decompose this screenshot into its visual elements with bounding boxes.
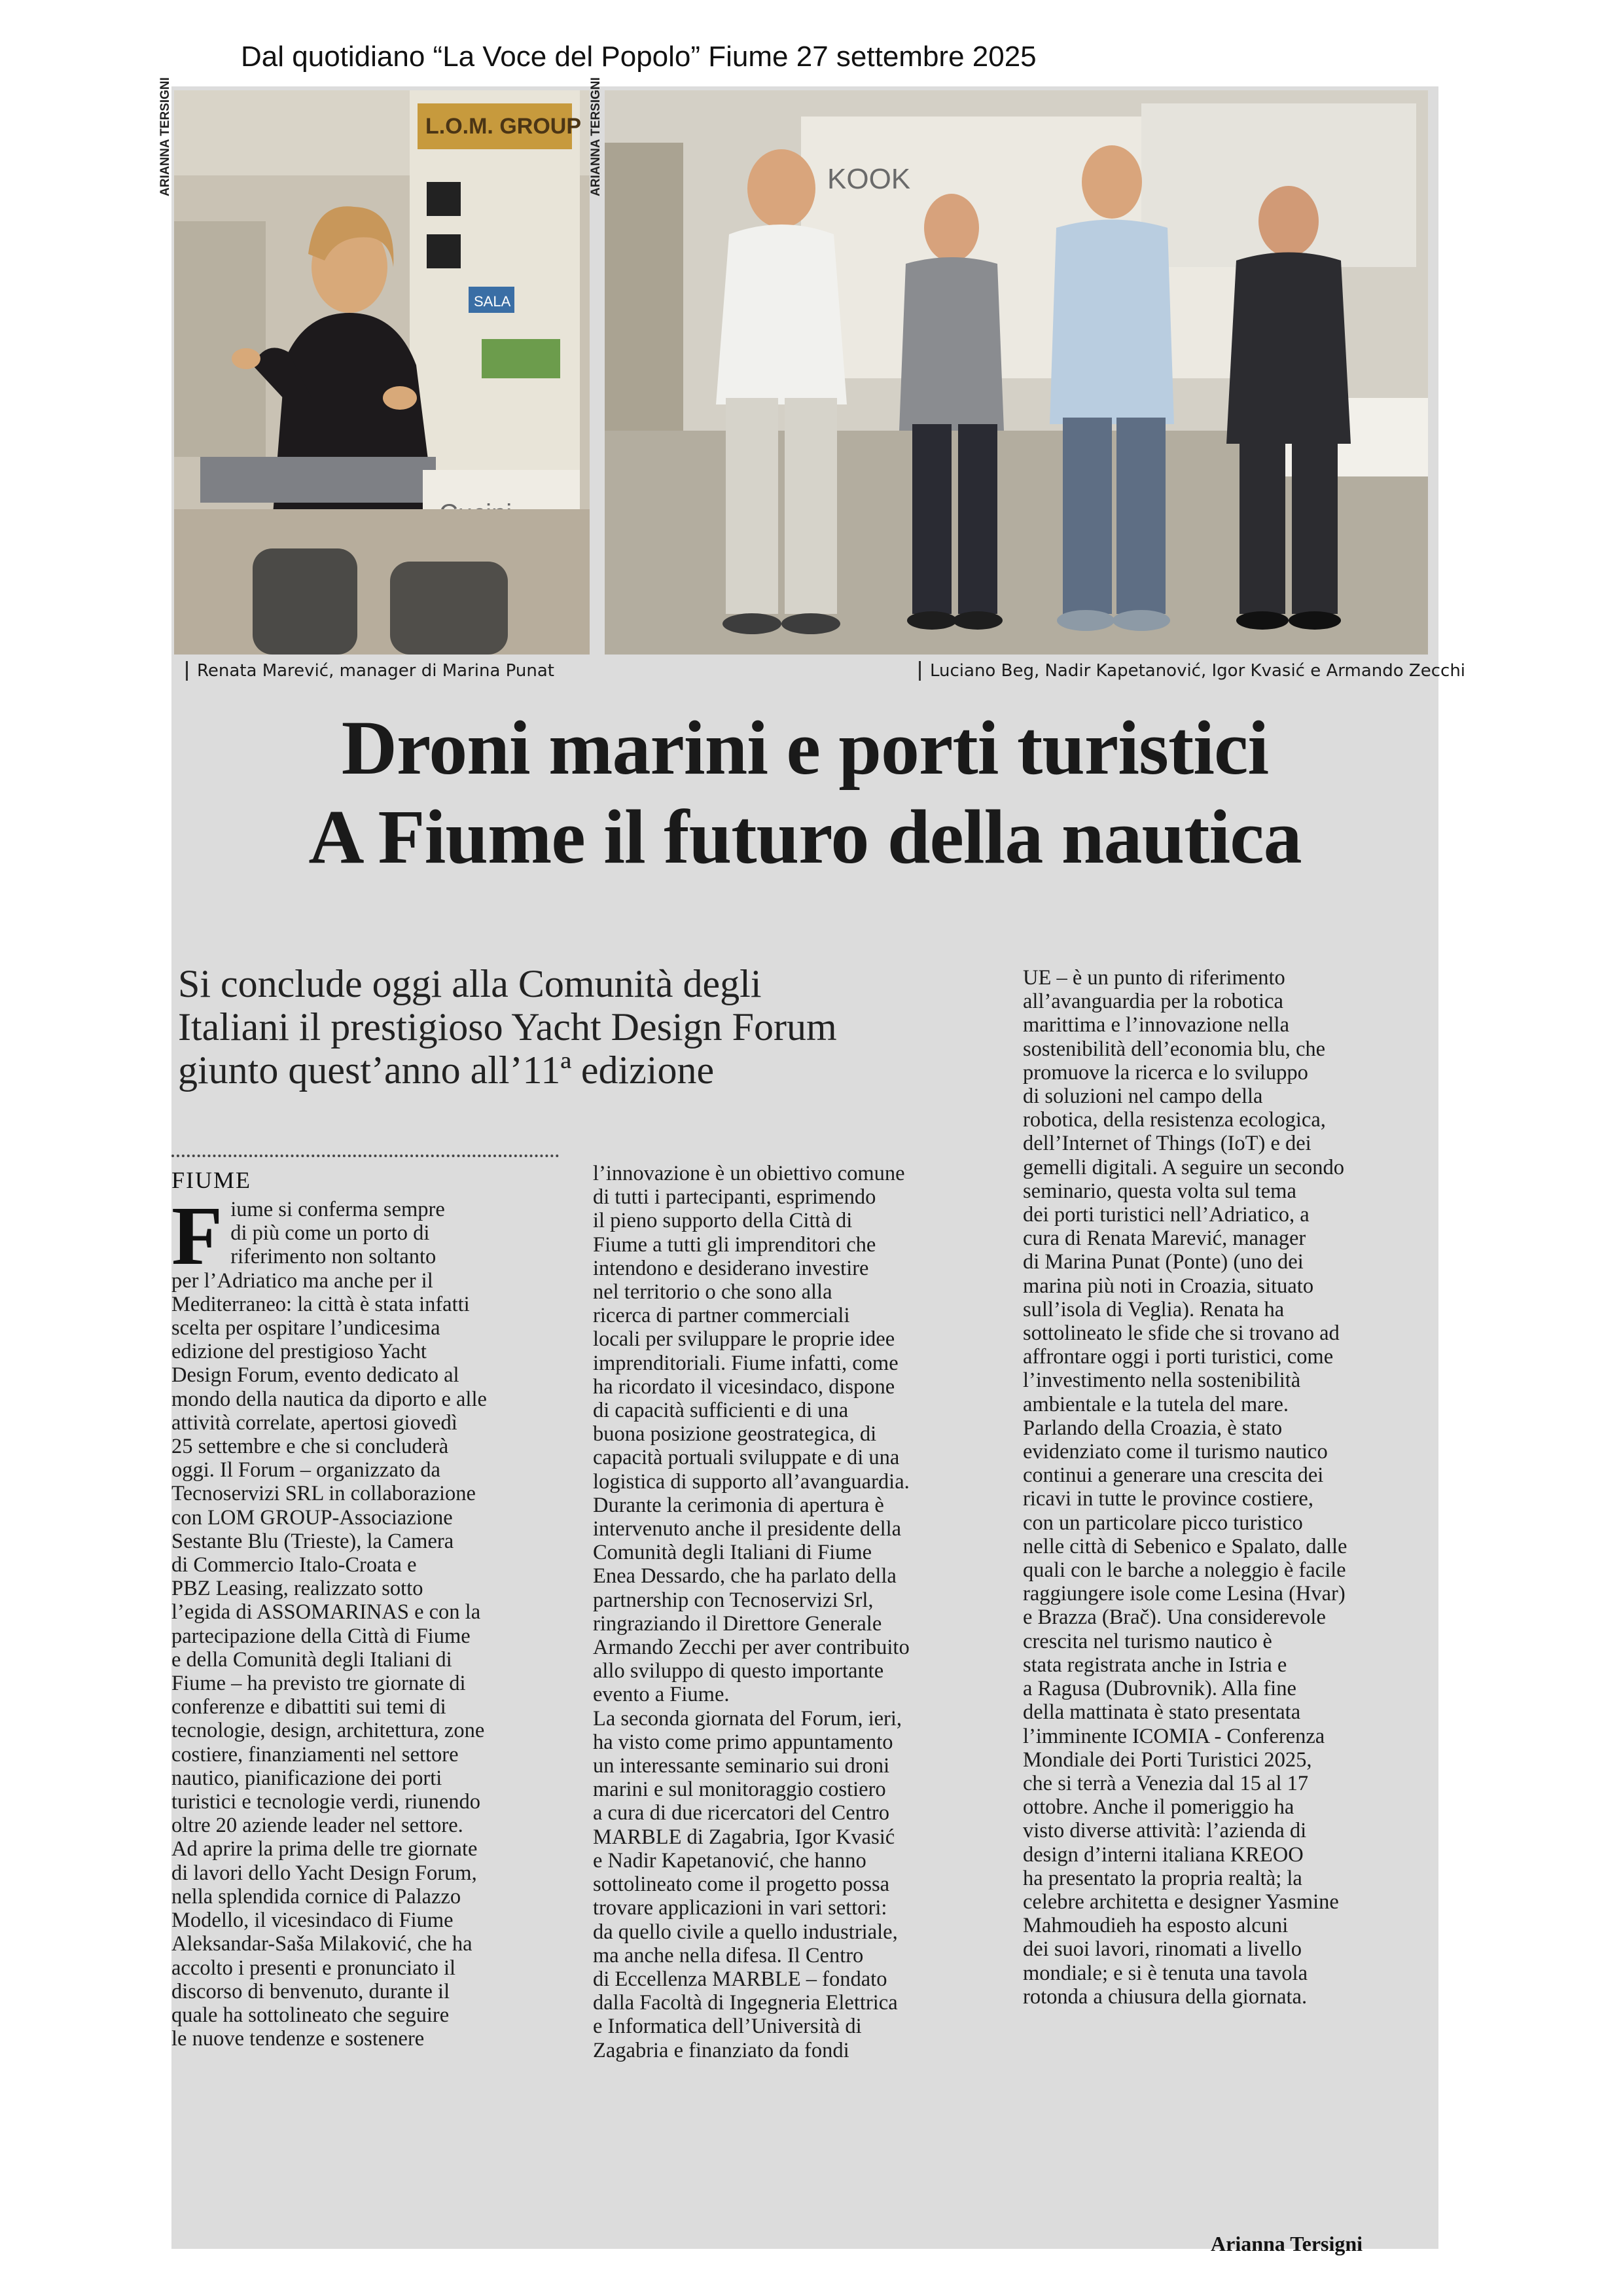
text-line: robotica, della resistenza ecologica, xyxy=(1023,1108,1326,1132)
photo-caption-1: Renata Marević, manager di Marina Punat xyxy=(186,661,554,681)
banner-sala-text: SALA xyxy=(474,293,511,310)
text-line: oggi. Il Forum – organizzato da xyxy=(171,1458,440,1482)
text-line: Armando Zecchi per aver contribuito xyxy=(593,1636,910,1660)
text-line: evidenziato come il turismo nautico xyxy=(1023,1440,1328,1464)
text-line: Modello, il vicesindaco di Fiume xyxy=(171,1909,454,1933)
text-line: gemelli digitali. A seguire un secondo xyxy=(1023,1155,1345,1179)
text-line: edizione del prestigioso Yacht xyxy=(171,1340,427,1364)
text-line: costiere, finanziamenti nel settore xyxy=(171,1742,459,1767)
text-line: cura di Renata Marević, manager xyxy=(1023,1227,1306,1251)
text-line: buona posizione geostrategica, di xyxy=(593,1422,877,1446)
text-line: marina più noti in Croazia, situato xyxy=(1023,1274,1314,1298)
text-line: quali con le barche a noleggio è facile xyxy=(1023,1558,1346,1583)
text-line: con LOM GROUP-Associazione xyxy=(171,1505,453,1530)
photo-renata-marevic xyxy=(174,90,590,655)
article-column-1 xyxy=(171,1189,559,2051)
text-line: Aleksandar-Saša Milaković, che ha xyxy=(171,1932,473,1956)
text-line: allo sviluppo di questo importante xyxy=(593,1659,884,1683)
text-line: partecipazione della Città di Fiume xyxy=(171,1624,471,1648)
text-line: ha presentato la propria realtà; la xyxy=(1023,1866,1302,1890)
text-line: con un particolare picco turistico xyxy=(1023,1511,1303,1535)
text-line: intendono e desiderano investire xyxy=(593,1256,869,1280)
section-divider xyxy=(171,1155,559,1157)
text-line: dei suoi lavori, rinomati a livello xyxy=(1023,1937,1302,1962)
dateline-city: FIUME xyxy=(171,1167,252,1193)
text-line: l’egida di ASSOMARINAS e con la xyxy=(171,1600,481,1624)
text-line: di Eccellenza MARBLE – fondato xyxy=(593,1967,887,1991)
text-line: PBZ Leasing, realizzato sotto xyxy=(171,1577,423,1601)
headline-line-2: A Fiume il futuro della nautica xyxy=(308,794,1302,880)
text-line: rotonda a chiusura della giornata. xyxy=(1023,1984,1308,2009)
text-line: ringraziando il Direttore Generale xyxy=(593,1611,882,1636)
text-line: nel territorio o che sono alla xyxy=(593,1280,832,1304)
text-line: mondiale; e si è tenuta una tavola xyxy=(1023,1961,1308,1985)
text-line: partnership con Tecnoservizi Srl, xyxy=(593,1588,874,1612)
text-line: continui a generare una crescita dei xyxy=(1023,1463,1324,1488)
text-line: l’imminente ICOMIA - Conferenza xyxy=(1023,1724,1325,1748)
text-line: stata registrata anche in Istria e xyxy=(1023,1653,1287,1677)
text-line: e Brazza (Brač). Una considerevole xyxy=(1023,1605,1326,1630)
text-line: di lavori dello Yacht Design Forum, xyxy=(171,1861,477,1885)
text-line: per l’Adriatico ma anche per il xyxy=(171,1268,433,1293)
text-line: MARBLE di Zagabria, Igor Kvasić xyxy=(593,1825,895,1849)
subhead-line-2: Italiani il prestigioso Yacht Design Forum xyxy=(178,1005,837,1049)
text-line: Mediterraneo: la città è stata infatti xyxy=(171,1292,470,1316)
headline xyxy=(171,704,1438,882)
text-line: sostenibilità dell’economia blu, che xyxy=(1023,1037,1326,1061)
subheadline xyxy=(178,962,963,1092)
text-line: Ad aprire la prima delle tre giornate xyxy=(171,1837,478,1861)
text-line: di più come un porto di xyxy=(230,1221,430,1246)
text-line: UE – è un punto di riferimento xyxy=(1023,966,1285,990)
photo-credit-2: ARIANNA TERSIGNI xyxy=(589,77,603,196)
text-line: sottolineato come il progetto possa xyxy=(593,1873,890,1897)
text-line: quale ha sottolineato che seguire xyxy=(171,2003,450,2027)
text-line: iume si conferma sempre xyxy=(230,1198,445,1221)
text-line: Mahmoudieh ha esposto alcuni xyxy=(1023,1914,1289,1938)
text-line: Tecnoservizi SRL in collaborazione xyxy=(171,1482,476,1506)
text-line: Comunità degli Italiani di Fiume xyxy=(593,1541,872,1565)
text-line: ha ricordato il vicesindaco, dispone xyxy=(593,1374,895,1399)
column-1-lines xyxy=(171,1189,559,2051)
text-line: discorso di benvenuto, durante il xyxy=(171,1979,450,2003)
text-line: di soluzioni nel campo della xyxy=(1023,1085,1263,1109)
text-line: l’innovazione è un obiettivo comune xyxy=(593,1162,905,1185)
text-line: Durante la cerimonia di apertura è xyxy=(593,1493,884,1517)
text-line: il pieno supporto della Città di xyxy=(593,1209,853,1233)
text-line: di capacità sufficienti e di una xyxy=(593,1399,849,1423)
photo-credit-1: ARIANNA TERSIGNI xyxy=(158,77,172,196)
text-line: Enea Dessardo, che ha parlato della xyxy=(593,1564,897,1588)
text-line: che si terrà a Venezia dal 15 al 17 xyxy=(1023,1771,1309,1795)
author-signature: Arianna Tersigni xyxy=(1211,2232,1363,2255)
text-line: Mondiale dei Porti Turistici 2025, xyxy=(1023,1748,1312,1772)
text-line: nautico, pianificazione dei porti xyxy=(171,1766,442,1790)
photo-2-illustration xyxy=(605,90,1428,655)
wall-sign-text: KOOK xyxy=(827,163,911,195)
text-line: marittima e l’innovazione nella xyxy=(1023,1013,1289,1037)
photo-caption-2: Luciano Beg, Nadir Kapetanović, Igor Kvasić e Armando Zecchi xyxy=(919,661,1465,681)
text-line: all’avanguardia per la robotica xyxy=(1023,990,1283,1014)
text-line: attività correlate, apertosi giovedì xyxy=(171,1410,457,1435)
text-line: La seconda giornata del Forum, ieri, xyxy=(593,1706,902,1731)
text-line: ottobre. Anche il pomeriggio ha xyxy=(1023,1795,1294,1820)
text-line: di Commercio Italo-Croata e xyxy=(171,1553,417,1577)
text-line: mondo della nautica da diporto e alle xyxy=(171,1387,487,1411)
text-line: l’investimento nella sostenibilità xyxy=(1023,1369,1301,1393)
text-line: tecnologie, design, architettura, zone xyxy=(171,1719,485,1743)
photo-group xyxy=(605,90,1428,655)
text-line: Fiume a tutti gli imprenditori che xyxy=(593,1232,876,1257)
column-3-lines xyxy=(1023,966,1429,2009)
text-line: nelle città di Sebenico e Spalato, dalle xyxy=(1023,1534,1347,1558)
text-line: affrontare oggi i porti turistici, come xyxy=(1023,1345,1334,1369)
text-line: dalla Facoltà di Ingegneria Elettrica xyxy=(593,1991,898,2015)
text-line: crescita nel turismo nautico è xyxy=(1023,1629,1272,1653)
text-line: locali per sviluppare le proprie idee xyxy=(593,1327,895,1352)
text-line: trovare applicazioni in vari settori: xyxy=(593,1896,887,1920)
text-line: accolto i presenti e pronunciato il xyxy=(171,1956,456,1980)
text-line: raggiungere isole come Lesina (Hvar) xyxy=(1023,1582,1346,1606)
text-line: turistici e tecnologie verdi, riunendo xyxy=(171,1790,481,1814)
text-line: a Ragusa (Dubrovnik). Alla fine xyxy=(1023,1677,1296,1701)
text-line: di tutti i partecipanti, esprimendo xyxy=(593,1185,876,1210)
article-column-3 xyxy=(1023,966,1429,2009)
dropcap: F xyxy=(171,1189,223,1282)
text-line: e Informatica dell’Università di xyxy=(593,2015,862,2039)
text-line: di Marina Punat (Ponte) (uno dei xyxy=(1023,1250,1304,1274)
text-line: della mattinata è stato presentata xyxy=(1023,1700,1301,1725)
text-line: ricerca di partner commerciali xyxy=(593,1304,850,1328)
text-line: celebre architetta e designer Yasmine xyxy=(1023,1890,1339,1914)
column-2-lines xyxy=(593,1162,999,2062)
text-line: sull’isola di Veglia). Renata ha xyxy=(1023,1297,1285,1321)
text-line: visto diverse attività: l’azienda di xyxy=(1023,1819,1307,1843)
text-line: riferimento non soltanto xyxy=(230,1245,437,1269)
banner-logo-text: L.O.M. GROUP xyxy=(425,114,581,139)
photo-1-illustration xyxy=(174,90,590,655)
subhead-line-3: giunto quest’anno all’11ª edizione xyxy=(178,1049,715,1092)
headline-line-1: Droni marini e porti turistici xyxy=(341,705,1269,791)
text-line: capacità portuali sviluppate e di una xyxy=(593,1446,900,1470)
text-line: Parlando della Croazia, è stato xyxy=(1023,1416,1283,1440)
text-line: scelta per ospitare l’undicesima xyxy=(171,1316,440,1340)
text-line: 25 settembre e che si concluderà xyxy=(171,1435,449,1459)
text-line: oltre 20 aziende leader nel settore. xyxy=(171,1814,463,1838)
text-line: imprenditoriali. Fiume infatti, come xyxy=(593,1351,899,1375)
text-line: Sestante Blu (Trieste), la Camera xyxy=(171,1529,454,1553)
text-line: ricavi in tutte le province costiere, xyxy=(1023,1487,1313,1511)
article-column-2 xyxy=(593,1162,999,2062)
text-line: dell’Internet of Things (IoT) e dei xyxy=(1023,1132,1311,1156)
text-line: Zagabria e finanziato da fondi xyxy=(593,2038,849,2062)
text-line: ambientale e la tutela del mare. xyxy=(1023,1392,1289,1416)
text-line: ha visto come primo appuntamento xyxy=(593,1730,893,1754)
text-line: promuove la ricerca e lo sviluppo xyxy=(1023,1060,1308,1085)
text-line: ma anche nella difesa. Il Centro xyxy=(593,1943,864,1967)
text-line: conferenze e dibattiti sui temi di xyxy=(171,1695,446,1719)
text-line: le nuove tendenze e sostenere xyxy=(171,2027,425,2051)
text-line: dei porti turistici nell’Adriatico, a xyxy=(1023,1203,1310,1227)
text-line: a cura di due ricercatori del Centro xyxy=(593,1801,889,1825)
text-line: nella splendida cornice di Palazzo xyxy=(171,1884,461,1909)
text-line: e della Comunità degli Italiani di xyxy=(171,1647,452,1672)
text-line: logistica di supporto all’avanguardia. xyxy=(593,1469,910,1494)
text-line: Design Forum, evento dedicato al xyxy=(171,1363,459,1388)
text-line: Fiume – ha previsto tre giornate di xyxy=(171,1672,466,1696)
text-line: sottolineato le sfide che si trovano ad xyxy=(1023,1321,1340,1346)
text-line: e Nadir Kapetanović, che hanno xyxy=(593,1848,866,1873)
text-line: intervenuto anche il presidente della xyxy=(593,1517,902,1541)
text-line: design d’interni italiana KREOO xyxy=(1023,1842,1304,1867)
text-line: marini e sul monitoraggio costiero xyxy=(593,1778,886,1802)
source-line: Dal quotidiano “La Voce del Popolo” Fiume 27 settembre 2025 xyxy=(241,41,1037,73)
subhead-line-1: Si conclude oggi alla Comunità degli xyxy=(178,962,762,1005)
text-line: evento a Fiume. xyxy=(593,1683,730,1707)
text-line: da quello civile a quello industriale, xyxy=(593,1920,898,1944)
text-line: un interessante seminario sui droni xyxy=(593,1754,890,1778)
text-line: seminario, questa volta sul tema xyxy=(1023,1179,1296,1203)
